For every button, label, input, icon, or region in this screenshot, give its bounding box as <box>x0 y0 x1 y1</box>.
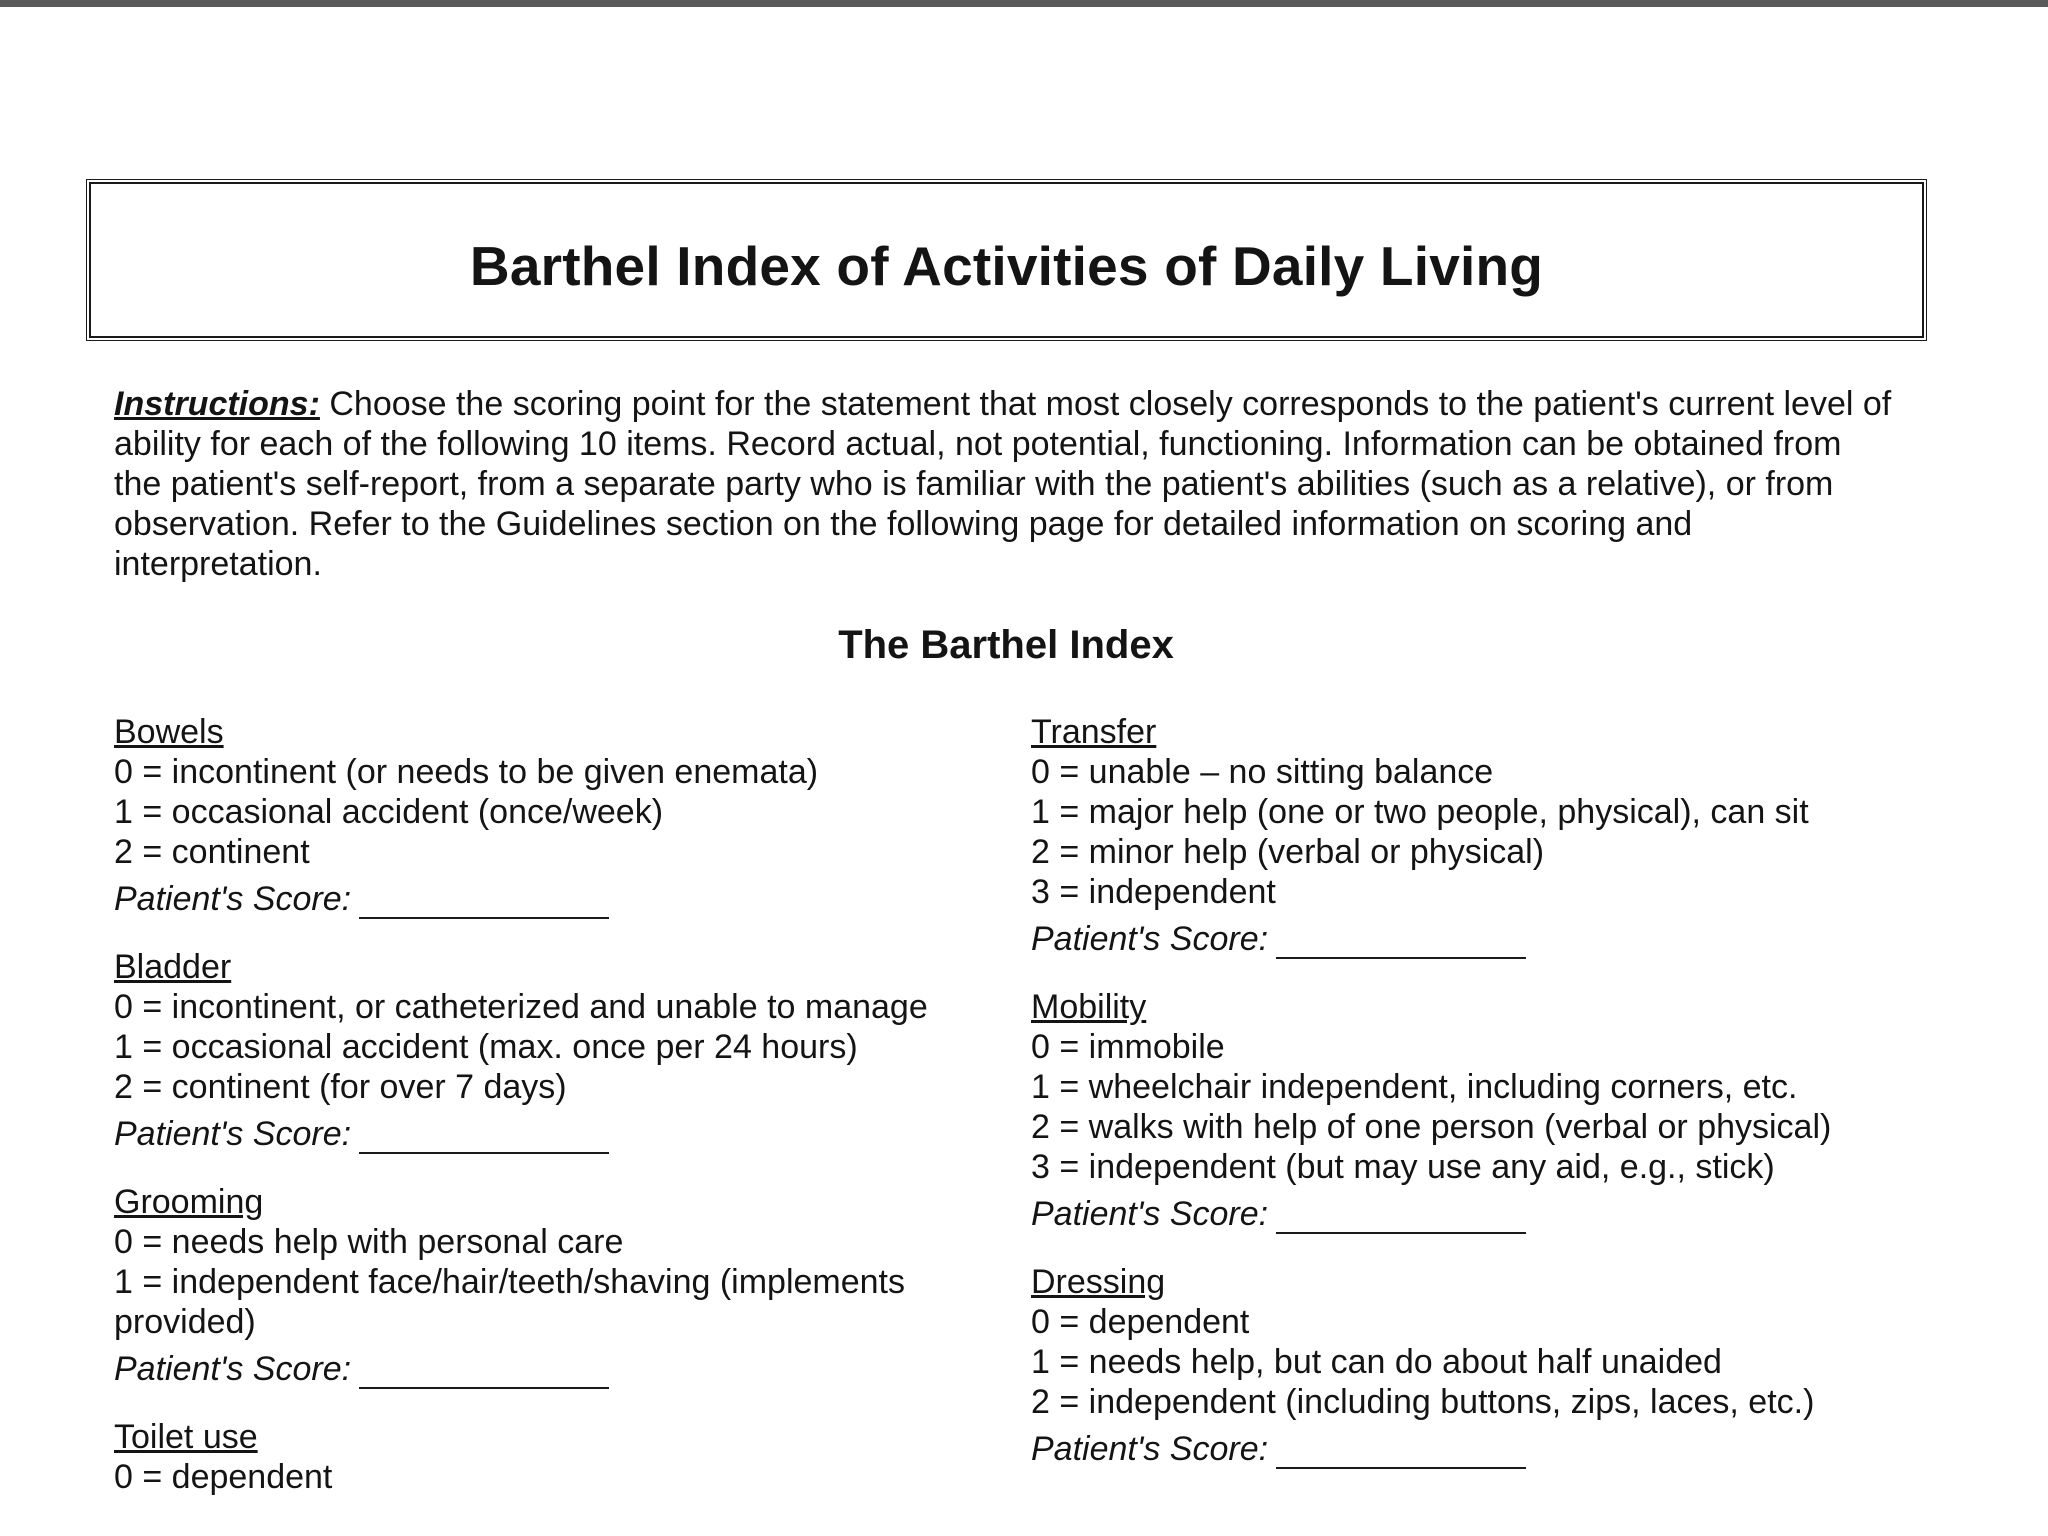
patient-score-row <box>1031 919 1991 959</box>
patient-score-row <box>1031 1429 1991 1469</box>
score-option: 0 = dependent <box>1031 1303 1250 1341</box>
score-option: 0 = dependent <box>114 1458 333 1496</box>
patient-score-field[interactable] <box>1276 923 1526 959</box>
document-title: Barthel Index of Activities of Daily Living <box>469 235 1544 297</box>
section-heading: The Barthel Index <box>838 623 1174 667</box>
instructions-text: Choose the scoring point for the statement that most closely corresponds to the patient's current level of ability for each of the following 10 items. Record actual, not potential, functioning. Information can be obtained from the patient's self-report, from a separate party who is familiar with the patient's abilities (such as a relative), or from observation. Refer to the Guidelines section on the following page for detailed information on scoring and interpretation. <box>114 385 1892 583</box>
patient-score-field[interactable] <box>359 1118 609 1154</box>
patient-score-label: Patient's Score: <box>114 880 352 918</box>
score-option: 0 = incontinent (or needs to be given enemata) <box>114 753 819 791</box>
score-option: 0 = needs help with personal care <box>114 1223 624 1261</box>
score-option: 1 = major help (one or two people, physical), can sit <box>1031 793 1809 831</box>
item-transfer <box>1031 712 1991 959</box>
patient-score-label: Patient's Score: <box>114 1350 352 1388</box>
score-option: 3 = independent (but may use any aid, e.g., stick) <box>1031 1148 1775 1186</box>
score-option: 1 = wheelchair independent, including corners, etc. <box>1031 1068 1798 1106</box>
score-option: 1 = needs help, but can do about half unaided <box>1031 1343 1722 1381</box>
item-name: Toilet use <box>114 1418 258 1456</box>
item-dressing <box>1031 1262 1991 1469</box>
score-option: 2 = independent (including buttons, zips, laces, etc.) <box>1031 1383 1815 1421</box>
patient-score-row <box>114 1114 964 1154</box>
score-option: 0 = unable – no sitting balance <box>1031 753 1494 791</box>
patient-score-label: Patient's Score: <box>1031 1430 1269 1468</box>
item-name: Bladder <box>114 948 232 986</box>
patient-score-label: Patient's Score: <box>114 1115 352 1153</box>
patient-score-field[interactable] <box>1276 1433 1526 1469</box>
patient-score-label: Patient's Score: <box>1031 920 1269 958</box>
score-option: 2 = minor help (verbal or physical) <box>1031 833 1545 871</box>
score-option: 0 = incontinent, or catheterized and unable to manage <box>114 988 928 1026</box>
item-toilet-use <box>114 1417 964 1497</box>
left-column <box>114 712 964 1525</box>
item-bowels <box>114 712 964 919</box>
patient-score-field[interactable] <box>359 1353 609 1389</box>
score-option: 2 = walks with help of one person (verbal or physical) <box>1031 1108 1832 1146</box>
patient-score-row <box>1031 1194 1991 1234</box>
score-option: 1 = occasional accident (max. once per 24 hours) <box>114 1028 858 1066</box>
right-column <box>1031 712 1991 1497</box>
instructions-label: Instructions: <box>114 385 320 423</box>
score-option: 1 = occasional accident (once/week) <box>114 793 664 831</box>
title-box <box>89 182 1924 338</box>
item-mobility <box>1031 987 1991 1234</box>
patient-score-label: Patient's Score: <box>1031 1195 1269 1233</box>
score-option: 3 = independent <box>1031 873 1276 911</box>
instructions-paragraph <box>114 384 1894 584</box>
item-name: Grooming <box>114 1183 264 1221</box>
item-bladder <box>114 947 964 1154</box>
score-option: 1 = independent face/hair/teeth/shaving (implements provided) <box>114 1263 905 1341</box>
score-option: 2 = continent <box>114 833 310 871</box>
patient-score-field[interactable] <box>1276 1198 1526 1234</box>
score-option: 0 = immobile <box>1031 1028 1225 1066</box>
item-name: Dressing <box>1031 1263 1166 1301</box>
item-name: Bowels <box>114 713 224 751</box>
patient-score-field[interactable] <box>359 883 609 919</box>
item-name: Mobility <box>1031 988 1147 1026</box>
top-border-bar <box>0 0 2048 7</box>
item-name: Transfer <box>1031 713 1157 751</box>
score-option: 2 = continent (for over 7 days) <box>114 1068 567 1106</box>
patient-score-row <box>114 1349 964 1389</box>
item-grooming <box>114 1182 964 1389</box>
patient-score-row <box>114 879 964 919</box>
